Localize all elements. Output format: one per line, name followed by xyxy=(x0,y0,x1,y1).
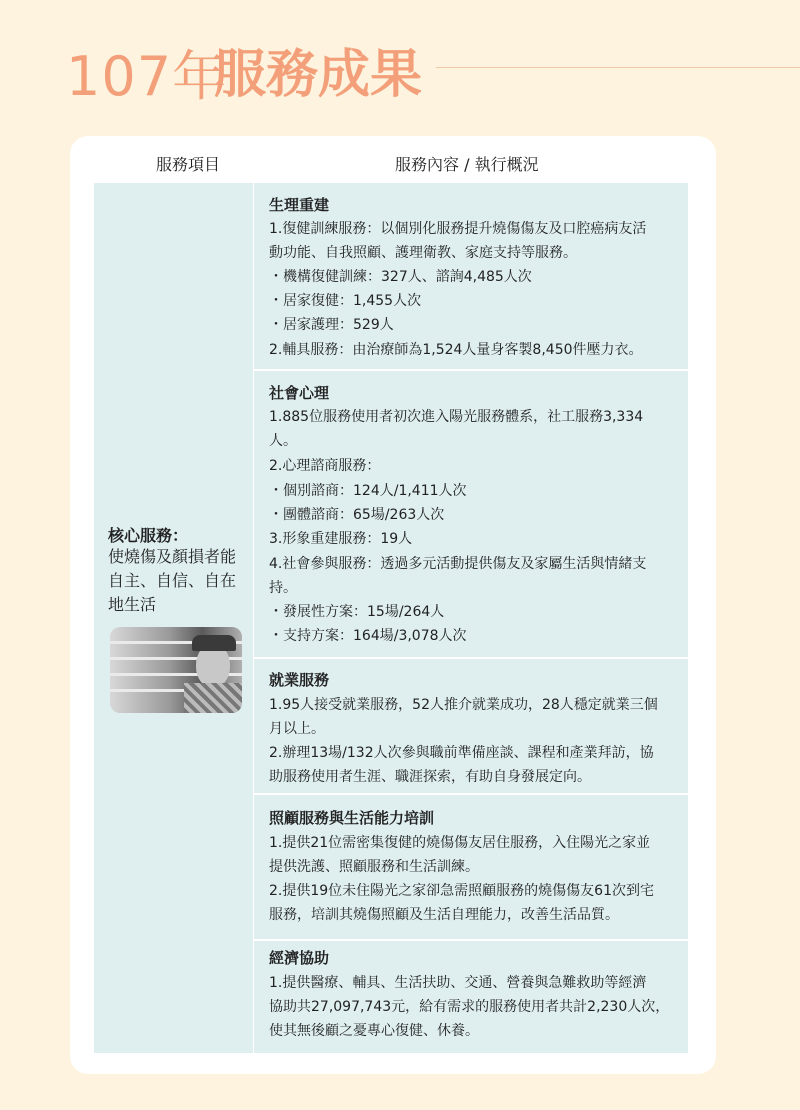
section-line: ・支持方案：164場/3,078人次 xyxy=(269,628,467,644)
section-line: ・機構復健訓練：327人、諮詢4,485人次 xyxy=(269,269,532,285)
section-title: 照顧服務與生活能力培訓 xyxy=(269,809,435,827)
section-line: 2.心理諮商服務： xyxy=(269,458,381,474)
core-service-title: 核心服務： xyxy=(108,526,189,545)
section-line: 使其無後顧之憂專心復健、休養。 xyxy=(269,1023,479,1039)
section-line: 2.辦理13場/132人次參與職前準備座談、課程和產業拜訪，協 xyxy=(269,745,654,761)
core-desc-line: 使燒傷及顏損者能 xyxy=(108,547,237,566)
section-line: ・居家護理：529人 xyxy=(269,317,394,333)
section-employment xyxy=(254,659,688,795)
section-title: 生理重建 xyxy=(269,196,330,214)
section-line: ・團體諮商：65場/263人次 xyxy=(269,507,445,523)
section-psychosocial xyxy=(254,371,688,659)
section-line: 人。 xyxy=(269,433,297,449)
section-line: ・發展性方案：15場/264人 xyxy=(269,604,445,620)
section-line: 持。 xyxy=(269,580,297,596)
section-physical-rehab xyxy=(254,183,688,371)
section-line: 1.885位服務使用者初次進入陽光服務體系，社工服務3,334 xyxy=(269,409,644,425)
section-title: 社會心理 xyxy=(269,384,330,402)
section-line: 月以上。 xyxy=(269,721,325,737)
section-line: 2.提供19位未住陽光之家卻急需照顧服務的燒傷傷友61次到宅 xyxy=(269,883,654,899)
section-line: 3.形象重建服務：19人 xyxy=(269,531,413,547)
section-title: 就業服務 xyxy=(269,671,330,689)
column-header-service-item: 服務項目 xyxy=(156,155,221,174)
section-line: 2.輔具服務：由治療師為1,524人量身客製8,450件壓力衣。 xyxy=(269,342,643,358)
section-line: 1.復健訓練服務：以個別化服務提升燒傷傷友及口腔癌病友活 xyxy=(269,221,647,237)
section-line: ・居家復健：1,455人次 xyxy=(269,293,422,309)
section-line: 1.提供醫療、輔具、生活扶助、交通、營養與急難救助等經濟 xyxy=(269,975,647,991)
section-line: 提供洗護、照顧服務和生活訓練。 xyxy=(269,859,479,875)
core-service-description xyxy=(108,545,248,617)
section-line: ・個別諮商：124人/1,411人次 xyxy=(269,483,467,499)
section-line: 服務，培訓其燒傷照顧及生活自理能力，改善生活品質。 xyxy=(269,907,619,923)
service-table xyxy=(94,183,688,1053)
title-year: 107年 xyxy=(66,45,228,108)
service-content-cell xyxy=(254,183,688,1053)
section-title: 經濟協助 xyxy=(269,949,330,967)
section-line: 1.95人接受就業服務，52人推介就業成功，28人穩定就業三個 xyxy=(269,697,658,713)
title-main: 服務成果 xyxy=(214,45,423,105)
section-line: 助服務使用者生涯、職涯探索，有助自身發展定向。 xyxy=(269,769,591,785)
page-title xyxy=(66,30,800,110)
core-service-cell xyxy=(94,183,254,1053)
core-desc-line: 地生活 xyxy=(108,595,157,614)
section-line: 1.提供21位需密集復健的燒傷傷友居住服務，入住陽光之家並 xyxy=(269,835,651,851)
column-header-service-content: 服務內容 / 執行概況 xyxy=(395,155,539,174)
section-line: 動功能、自我照顧、護理衛教、家庭支持等服務。 xyxy=(269,245,577,261)
section-line: 4.社會參與服務：透過多元活動提供傷友及家屬生活與情緒支 xyxy=(269,556,647,572)
section-financial-aid xyxy=(254,941,688,1053)
rehab-photo xyxy=(110,627,242,713)
section-care-services xyxy=(254,795,688,941)
title-divider xyxy=(436,67,800,68)
core-desc-line: 自主、自信、自在 xyxy=(108,571,237,590)
section-line: 協助共27,097,743元，給有需求的服務使用者共計2,230人次， xyxy=(269,999,670,1015)
